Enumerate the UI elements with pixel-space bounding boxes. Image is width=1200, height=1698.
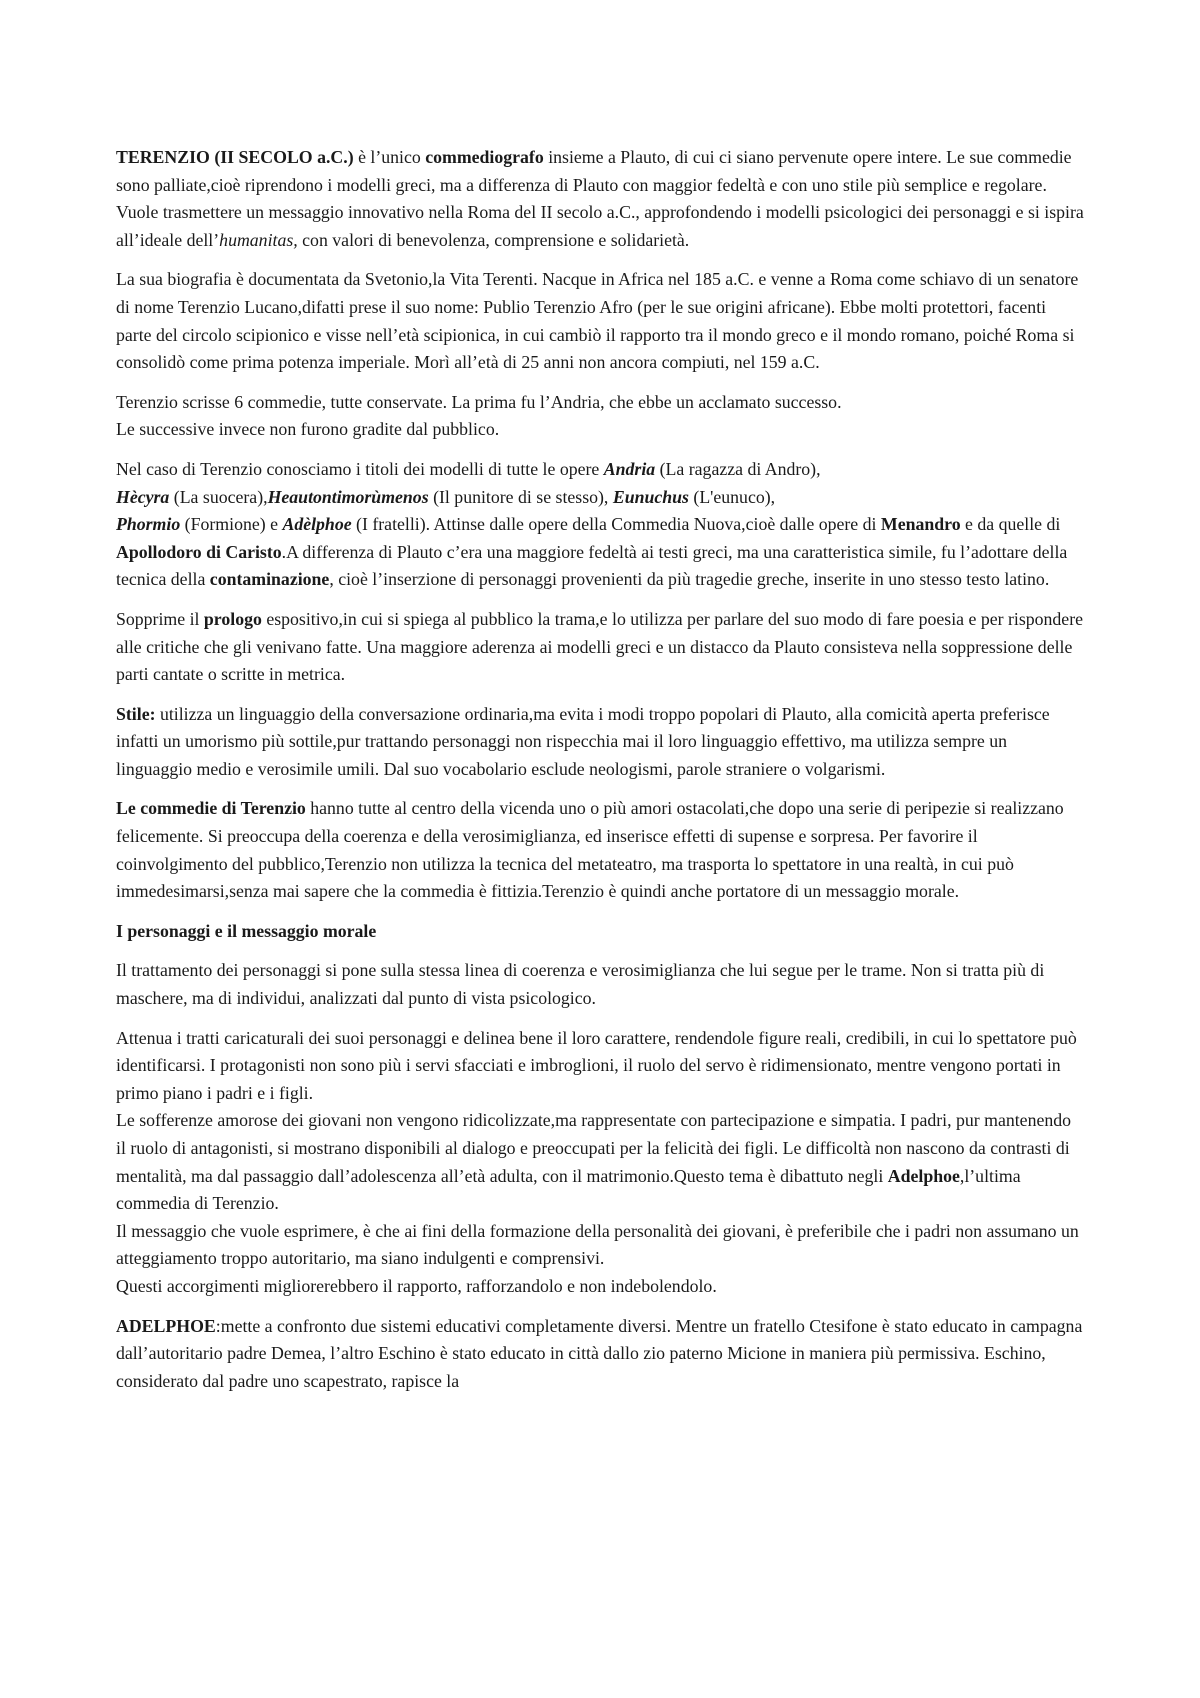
text-run: (L'eunuco), bbox=[688, 486, 776, 507]
text-run: (La suocera), bbox=[169, 486, 268, 507]
work-title: Adèlphoe bbox=[282, 514, 352, 535]
text-run: e da quelle di bbox=[960, 514, 1061, 535]
text-run: espositivo,in cui si spiega al pubblico la trama,e lo utilizza per parlare del suo modo di fare poesia e per rispondere alle critiche che gli venivano fatte. Una maggiore aderenza ai modelli greci e un distacco da Plauto consisteva nella soppressione delle parti cantate o scritte in metrica. bbox=[116, 608, 1084, 685]
text-run: ,l’ultima commedia di Terenzio. bbox=[116, 1165, 1021, 1214]
bold-term: Adelphoe bbox=[887, 1165, 960, 1186]
paragraph-characters: Il trattamento dei personaggi si pone sulla stessa linea di coerenza e verosimiglianza che lui segue per le trame. Non si tratta più di maschere, ma di individui, analizzati dal punto di vista psicologico. bbox=[116, 960, 1045, 1009]
bold-title: TERENZIO (II SECOLO a.C.) bbox=[116, 147, 354, 167]
section-heading: I personaggi e il messaggio morale bbox=[116, 920, 377, 941]
work-title: Andria bbox=[603, 458, 656, 479]
text-run: Terenzio scrisse 6 commedie, tutte conservate. La prima fu l’Andria, che ebbe un acclamato successo. bbox=[116, 391, 842, 412]
paragraph-models bbox=[116, 456, 1085, 594]
text-run: (La ragazza di Andro), bbox=[655, 458, 821, 479]
text-run: :mette a confronto due sistemi educativi completamente diversi. Mentre un fratello Ctesifone è stato educato in campagna dall’autoritario padre Demea, l’altro Eschino è stato educato in città dallo zio paterno Micione in maniera più permissiva. Eschino, considerato dal padre uno scapestrato, rapisce la bbox=[116, 1315, 1083, 1391]
paragraph-adelphoe bbox=[116, 1313, 1085, 1396]
paragraph-biography: La sua biografia è documentata da Svetonio,la Vita Terenti. Nacque in Africa nel 185 a.C. e venne a Roma come schiavo di un senatore di nome Terenzio Lucano,difatti prese il suo nome: Publio Terenzio Afro (per le sue origini africane). Ebbe molti protettori, facenti parte del circolo scipionico e visse nell’età scipionica, in cui cambiò il rapporto tra il mondo greco e il mondo romano, poiché Roma si consolidò come prima potenza imperiale. Morì all’età di 25 anni non ancora compiuti, nel 159 a.C. bbox=[116, 269, 1079, 373]
text-run: , cioè l’inserzione di personaggi provenienti da più tragedie greche, inserite in uno stesso testo latino. bbox=[329, 569, 1050, 590]
text-run: Sopprime il bbox=[116, 608, 204, 629]
bold-term: Menandro bbox=[880, 514, 961, 535]
text-run: (I fratelli). Attinse dalle opere della Commedia Nuova,cioè dalle opere di bbox=[351, 514, 881, 535]
text-run: Il messaggio che vuole esprimere, è che ai fini della formazione della personalità dei giovani, è preferibile che i padri non assumano un atteggiamento troppo autoritario, ma siano indulgenti e comprensivi. bbox=[116, 1220, 1079, 1269]
paragraph-prologue bbox=[116, 606, 1085, 689]
text-run: Le sofferenze amorose dei giovani non vengono ridicolizzate,ma rappresentate con partecipazione e simpatia. I padri, pur mantenendo il ruolo di antagonisti, si mostrano disponibili al dialogo e preoccupati per la felicità dei figli. Le difficoltà non nascono da contrasti di mentalità, ma dal passaggio dall’adolescenza all’età adulta, con il matrimonio.Questo tema è dibattuto negli bbox=[116, 1110, 1072, 1186]
text-run: utilizza un linguaggio della conversazione ordinaria,ma evita i modi troppo popolari di Plauto, alla comicità aperta preferisce infatti un umorismo più sottile,pur trattando personaggi non rispecchia mai il loro linguaggio effettivo, ma utilizza sempre un linguaggio medio e verosimile umili. Dal suo vocabolario esclude neologismi, parole straniere o volgarismi. bbox=[116, 703, 1050, 779]
bold-term: commediografo bbox=[425, 147, 544, 167]
paragraph-style bbox=[116, 701, 1085, 784]
work-title: Heautontimorùmenos bbox=[267, 486, 429, 507]
text-run: Le successive invece non furono gradite dal pubblico. bbox=[116, 419, 500, 440]
text-run: (Il punitore di se stesso), bbox=[428, 486, 613, 507]
bold-term: contaminazione bbox=[209, 569, 330, 590]
bold-term: Le commedie di Terenzio bbox=[116, 798, 306, 819]
bold-term: Stile: bbox=[116, 703, 156, 724]
work-title: Eunuchus bbox=[612, 486, 689, 507]
text-run: con valori di benevolenza, comprensione e solidarietà. bbox=[297, 229, 690, 250]
text-run: (Formione) e bbox=[180, 514, 283, 535]
bold-term: ADELPHOE bbox=[116, 1315, 216, 1336]
text-run: .A differenza di Plauto c’era una maggiore fedeltà ai testi greci, ma una caratteristica simile, fu l’adottare della tecnica della bbox=[116, 541, 1068, 590]
text-run: hanno tutte al centro della vicenda uno o più amori ostacolati,che dopo una serie di peripezie si realizzano felicemente. Si preoccupa della coerenza e della verosimiglianza, ed inserisce effetti di supense e sorpresa. Per favorire il coinvolgimento del pubblico,Terenzio non utilizza la tecnica del metateatro, ma trasporta lo spettatore in una realtà, in cui può immedesimarsi,senza mai sapere che la commedia è fittizia.Terenzio è quindi anche portatore di un messaggio morale. bbox=[116, 798, 1064, 902]
bold-term: Apollodoro di Caristo bbox=[116, 541, 282, 562]
paragraph-intro bbox=[116, 144, 1085, 254]
text-run: insieme a Plauto, di cui ci siano pervenute opere intere. Le sue commedie sono palliate,cioè riprendono i modelli greci, ma a differenza di Plauto con maggior fedeltà e con uno stile più semplice e regolare. Vuole trasmettere un messaggio innovativo nella Roma del II secolo a.C., approfondendo i modelli psicologici dei personaggi e si ispira all’ideale dell’ bbox=[116, 147, 1084, 250]
text-run: è l’unico bbox=[353, 147, 426, 167]
text-run: Questi accorgimenti migliorerebbero il rapporto, rafforzandolo e non indebolendolo. bbox=[116, 1275, 717, 1296]
text-run: Nel caso di Terenzio conosciamo i titoli dei modelli di tutte le opere bbox=[116, 458, 604, 479]
text-run: Attenua i tratti caricaturali dei suoi personaggi e delinea bene il loro carattere, rendendole figure reali, credibili, in cui lo spettatore può identificarsi. I protagonisti non sono più i servi sfacciati e imbroglioni, il ruolo del servo è ridimensionato, mentre vengono portati in primo piano i padri e i figli. bbox=[116, 1027, 1077, 1103]
paragraph-fathers-sons bbox=[116, 1025, 1085, 1301]
work-title: Hècyra bbox=[116, 486, 170, 507]
work-title: Phormio bbox=[116, 514, 181, 535]
bold-term: prologo bbox=[203, 608, 262, 629]
paragraph-comedies bbox=[116, 795, 1085, 905]
paragraph-works-count bbox=[116, 389, 1085, 444]
italic-term: humanitas, bbox=[219, 229, 298, 250]
